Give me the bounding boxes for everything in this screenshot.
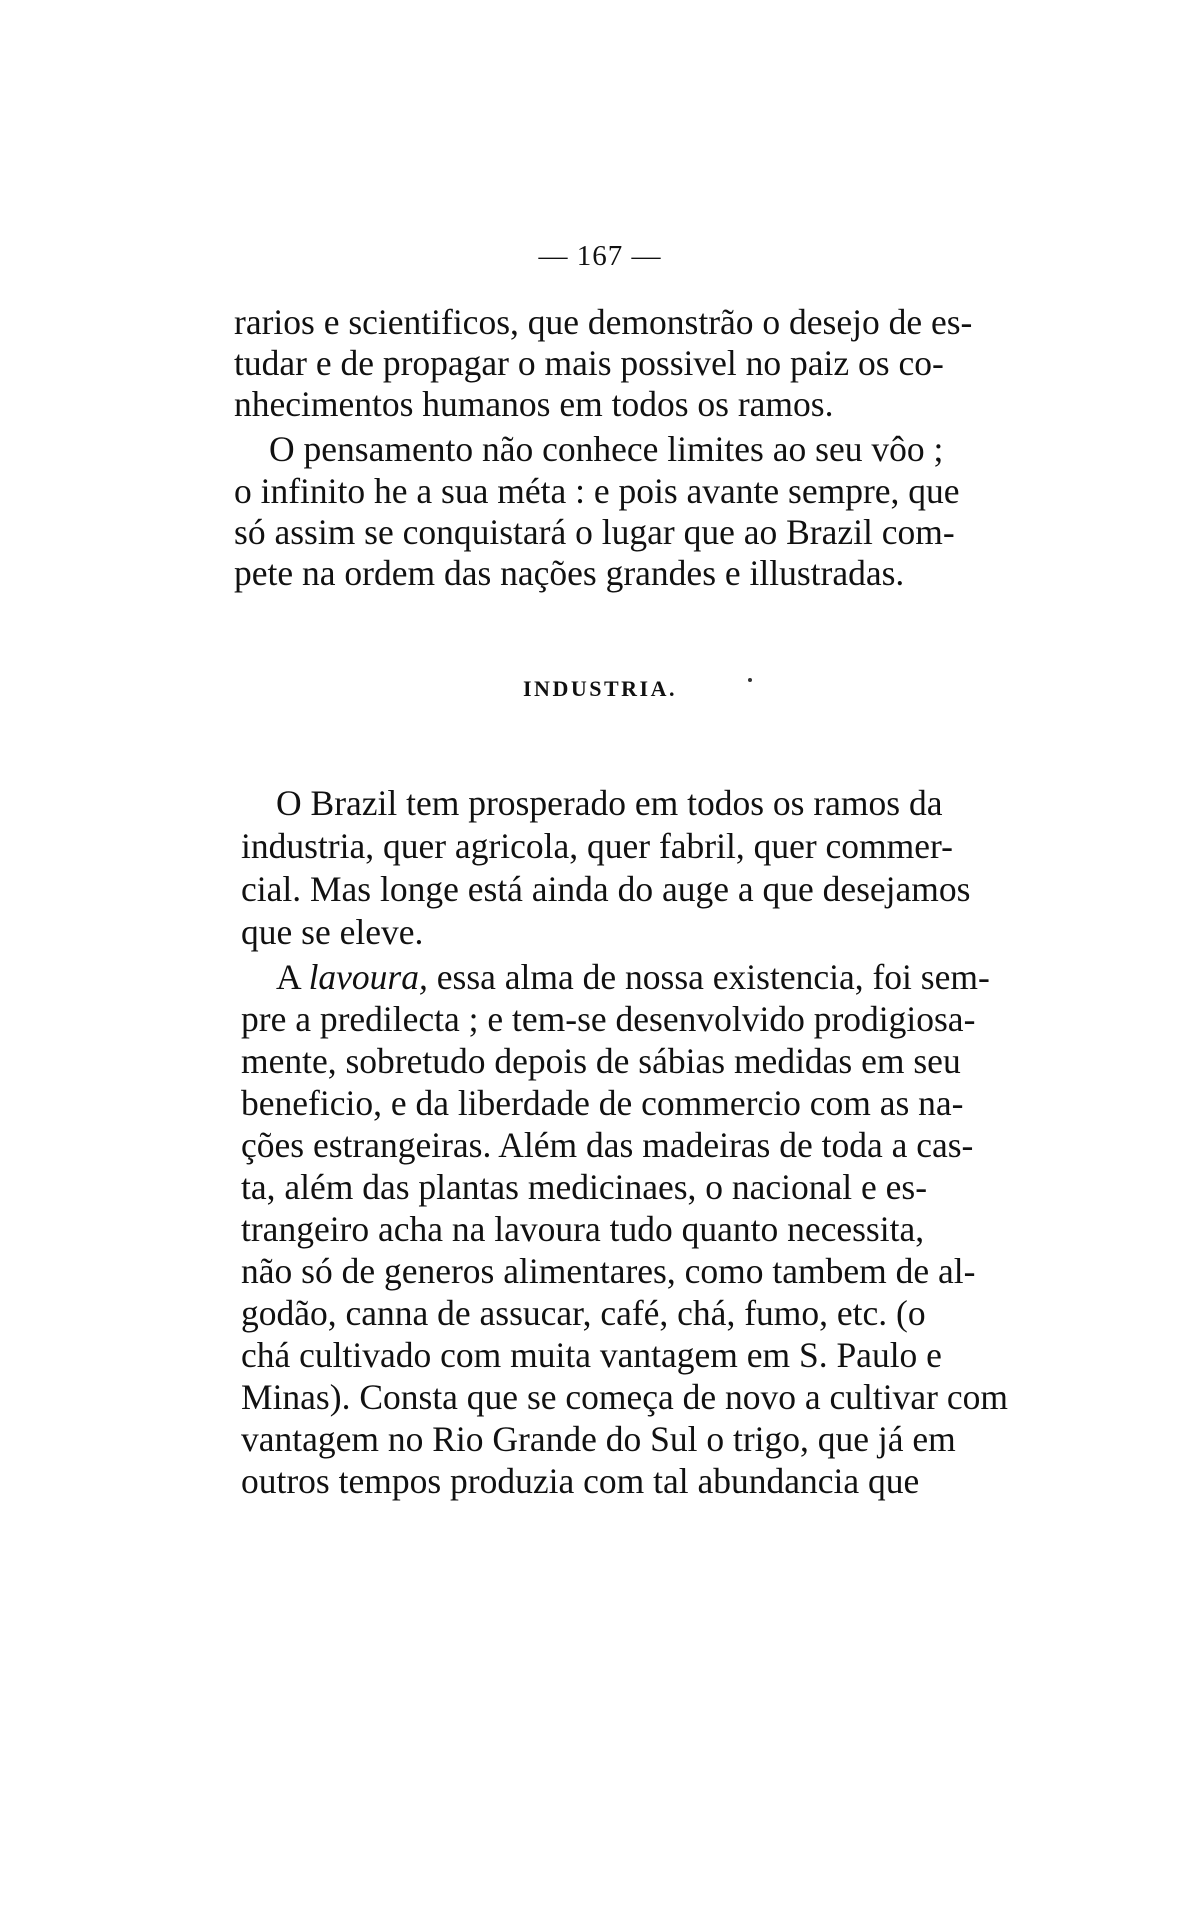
text-line: godão, canna de assucar, café, chá, fumo, etc. (o [241,1293,926,1333]
text-line: rarios e scientificos, que demonstrão o desejo de es- [234,302,973,342]
text-line: só assim se conquistará o lugar que ao Brazil com- [234,512,955,552]
text-line [276,956,990,998]
text-line: trangeiro acha na lavoura tudo quanto necessita, [241,1209,925,1249]
text-line: ta, além das plantas medicinaes, o nacional e es- [241,1167,928,1207]
text-line: cial. Mas longe está ainda do auge a que desejamos [241,869,971,909]
text-line: não só de generos alimentares, como tambem de al- [241,1251,976,1291]
text-line: O pensamento não conhece limites ao seu vôo ; [269,429,944,469]
text-run: essa alma de nossa existencia, foi sem- [427,957,990,997]
section-title: INDUSTRIA. [523,676,677,701]
text-line: chá cultivado com muita vantagem em S. Paulo e [241,1335,942,1375]
text-line: outros tempos produzia com tal abundancia que [241,1461,920,1501]
text-line: mente, sobretudo depois de sábias medidas em seu [241,1041,961,1081]
text-line: o infinito he a sua méta : e pois avante sempre, que [234,471,960,511]
text-line: pre a predilecta ; e tem-se desenvolvido prodigiosa- [241,999,976,1039]
text-line: que se eleve. [241,912,424,952]
text-line: O Brazil tem prosperado em todos os ramos da [276,783,943,823]
text-run: A [276,957,309,997]
text-line: beneficio, e da liberdade de commercio com as na- [241,1083,964,1123]
italic-term: lavoura, [308,957,428,997]
text-line: pete na ordem das nações grandes e illustradas. [234,553,905,593]
page-number: — 167 — [538,240,662,272]
text-line: industria, quer agricola, quer fabril, quer commer- [241,826,953,866]
ink-speck [748,678,752,682]
text-line: ções estrangeiras. Além das madeiras de toda a cas- [241,1125,974,1165]
text-line: vantagem no Rio Grande do Sul o trigo, que já em [241,1419,956,1459]
text-line: Minas). Consta que se começa de novo a cultivar com [241,1377,1008,1417]
text-line: tudar e de propagar o mais possivel no paiz os co- [234,343,944,383]
text-line: nhecimentos humanos em todos os ramos. [234,384,834,424]
